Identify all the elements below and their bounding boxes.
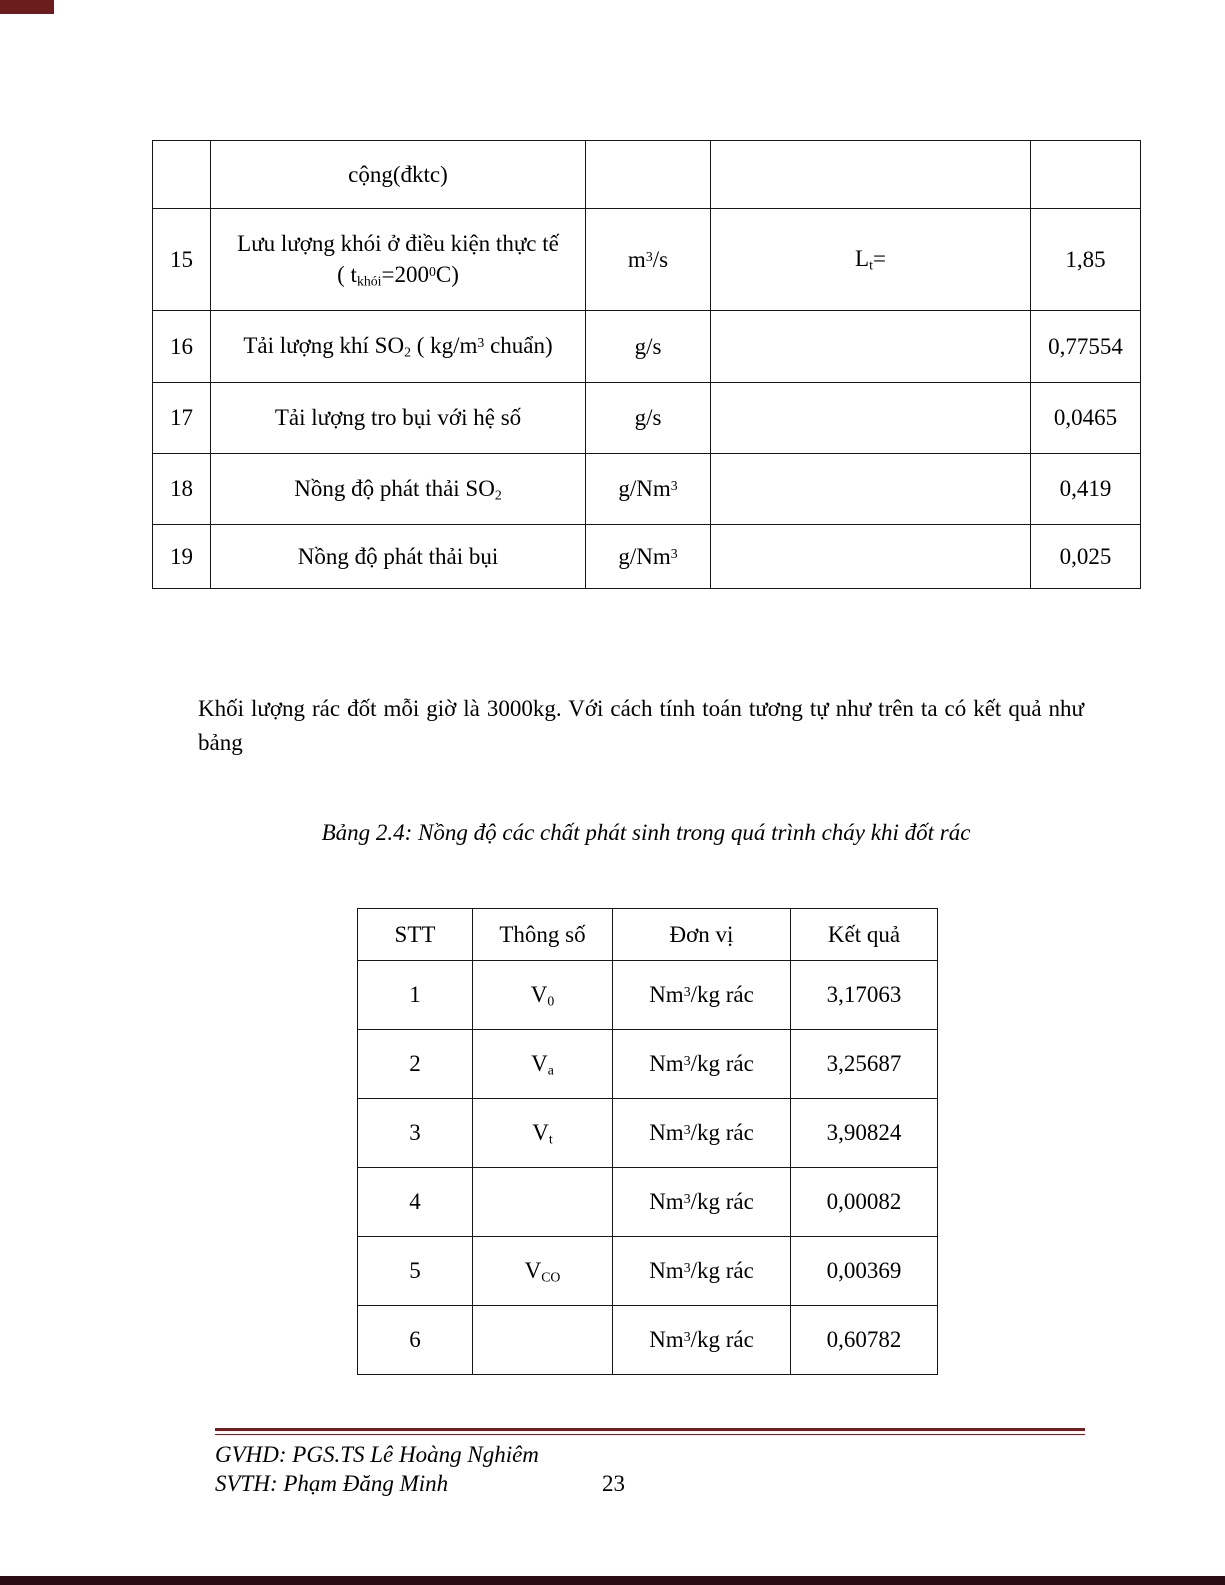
table-row — [153, 311, 1141, 383]
header-unit: Đơn vị — [613, 909, 791, 961]
page-bottom-rule — [0, 1576, 1225, 1585]
table-row — [153, 141, 1141, 209]
desc-cell: Nồng độ phát thải bụi — [211, 525, 586, 589]
unit-cell: g/s — [586, 383, 711, 454]
desc-cell: Nồng độ phát thải $SO_2$ — [211, 454, 586, 525]
stt-cell: 16 — [153, 311, 211, 383]
footer-divider — [215, 1428, 1085, 1435]
stt-cell: 1 — [358, 961, 473, 1030]
body-paragraph: Khối lượng rác đốt mỗi giờ là 3000kg. Với cách tính toán tương tự như trên ta có kết quả như bảng — [198, 696, 1084, 755]
table-row — [358, 961, 938, 1030]
param-cell: $V_a$ — [473, 1030, 613, 1099]
table-row — [153, 454, 1141, 525]
param-cell: $V_t$ — [473, 1099, 613, 1168]
table-row — [358, 1306, 938, 1375]
stt-cell: 18 — [153, 454, 211, 525]
page-number: 23 — [602, 1471, 625, 1496]
stt-cell: 3 — [358, 1099, 473, 1168]
header-stt: STT — [358, 909, 473, 961]
header-param: Thông số — [473, 909, 613, 961]
value-cell: 3,25687 — [791, 1030, 938, 1099]
param-cell: $V_0$ — [473, 961, 613, 1030]
table-row — [358, 1237, 938, 1306]
value-cell: 0,025 — [1031, 525, 1141, 589]
desc-cell: cộng(đktc) — [211, 141, 586, 209]
unit-cell: Nm$^3$/kg rác — [613, 1099, 791, 1168]
stt-cell — [153, 141, 211, 209]
value-cell — [1031, 141, 1141, 209]
unit-cell: Nm$^3$/kg rác — [613, 1306, 791, 1375]
unit-cell: g/Nm$^3$ — [586, 525, 711, 589]
header-rule-fragment — [0, 0, 54, 14]
param-cell — [473, 1306, 613, 1375]
table-row — [358, 1168, 938, 1237]
unit-cell: Nm$^3$/kg rác — [613, 1168, 791, 1237]
table-row — [153, 383, 1141, 454]
symbol-cell — [711, 454, 1031, 525]
param-cell: $V_{CO}$ — [473, 1237, 613, 1306]
stt-cell: 17 — [153, 383, 211, 454]
unit-cell: Nm$^3$/kg rác — [613, 1030, 791, 1099]
value-cell: 0,77554 — [1031, 311, 1141, 383]
combustion-products-table — [357, 908, 938, 1375]
unit-cell: $m^3/s$ — [586, 209, 711, 311]
table-row — [358, 1030, 938, 1099]
stt-cell: 2 — [358, 1030, 473, 1099]
table-caption: Bảng 2.4: Nồng độ các chất phát sinh trong quá trình cháy khi đốt rác — [321, 820, 971, 845]
value-cell: 0,00369 — [791, 1237, 938, 1306]
value-cell: 3,17063 — [791, 961, 938, 1030]
flue-gas-results-table — [152, 140, 1141, 589]
desc-cell: Tải lượng tro bụi với hệ số — [211, 383, 586, 454]
symbol-cell — [711, 525, 1031, 589]
param-cell — [473, 1168, 613, 1237]
stt-cell: 4 — [358, 1168, 473, 1237]
symbol-cell — [711, 311, 1031, 383]
table-row — [153, 525, 1141, 589]
table-row — [153, 209, 1141, 311]
symbol-cell: $L_t=$ — [711, 209, 1031, 311]
value-cell: 0,0465 — [1031, 383, 1141, 454]
value-cell: 0,419 — [1031, 454, 1141, 525]
header-value: Kết quả — [791, 909, 938, 961]
stt-cell: 5 — [358, 1237, 473, 1306]
value-cell: 0,60782 — [791, 1306, 938, 1375]
symbol-cell — [711, 383, 1031, 454]
unit-cell: g/Nm$^3$ — [586, 454, 711, 525]
unit-cell: Nm$^3$/kg rác — [613, 961, 791, 1030]
value-cell: 1,85 — [1031, 209, 1141, 311]
unit-cell: g/s — [586, 311, 711, 383]
symbol-cell — [711, 141, 1031, 209]
stt-cell: 19 — [153, 525, 211, 589]
value-cell: 3,90824 — [791, 1099, 938, 1168]
footer-svth: SVTH: Phạm Đăng Minh — [215, 1471, 449, 1496]
value-cell: 0,00082 — [791, 1168, 938, 1237]
table-row — [358, 1099, 938, 1168]
desc-cell: Lưu lượng khói ở điều kiện thực tế ( $t_{khói}=200^0C$) — [211, 209, 586, 311]
table-header-row — [358, 909, 938, 961]
footer-gvhd: GVHD: PGS.TS Lê Hoàng Nghiêm — [215, 1442, 539, 1467]
desc-cell: Tải lượng khí $SO_2$ ( $kg/m^3$ chuẩn) — [211, 311, 586, 383]
stt-cell: 6 — [358, 1306, 473, 1375]
stt-cell: 15 — [153, 209, 211, 311]
unit-cell — [586, 141, 711, 209]
unit-cell: Nm$^3$/kg rác — [613, 1237, 791, 1306]
